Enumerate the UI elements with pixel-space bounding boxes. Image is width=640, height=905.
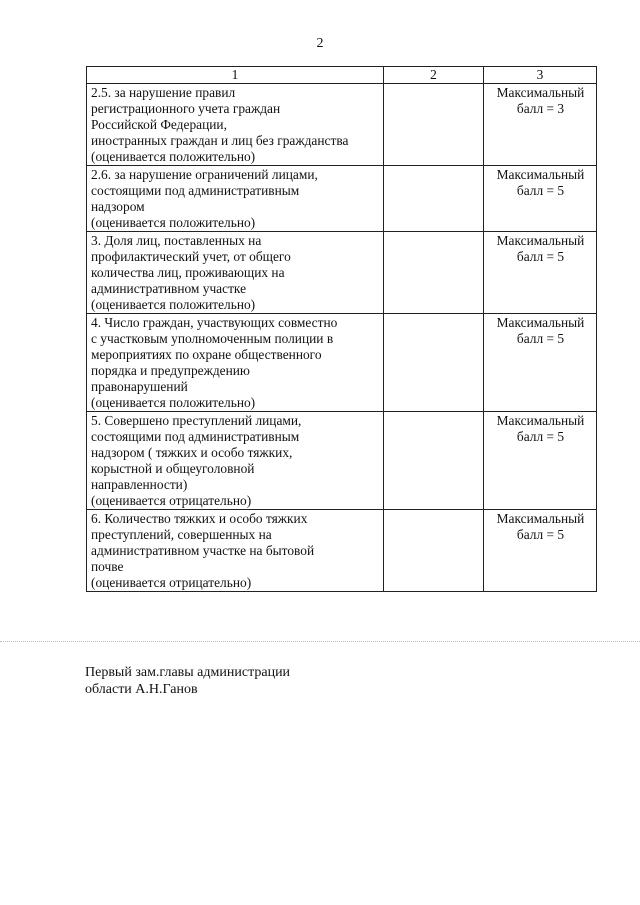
table-row <box>87 314 597 412</box>
table-row <box>87 84 597 166</box>
column-header-1: 1 <box>87 67 384 84</box>
table-row <box>87 510 597 592</box>
criterion-max-score: Максимальный балл = 5 <box>484 510 597 592</box>
criterion-max-score: Максимальный балл = 5 <box>484 314 597 412</box>
criterion-value <box>384 510 484 592</box>
criterion-value <box>384 412 484 510</box>
column-header-3: 3 <box>484 67 597 84</box>
signature-block <box>85 664 290 698</box>
criterion-value <box>384 232 484 314</box>
signature-name: области А.Н.Ганов <box>85 682 198 697</box>
criterion-description: 3. Доля лиц, поставленных на профилактический учет, от общего количества лиц, проживающих на административном участке (оценивается положительно) <box>87 232 384 314</box>
criterion-value <box>384 166 484 232</box>
criterion-max-score: Максимальный балл = 5 <box>484 412 597 510</box>
column-header-2: 2 <box>384 67 484 84</box>
table-row <box>87 412 597 510</box>
scan-artifact-divider <box>0 641 640 642</box>
table-header-row <box>87 67 597 84</box>
table-row <box>87 232 597 314</box>
criterion-max-score: Максимальный балл = 5 <box>484 166 597 232</box>
page-number: 2 <box>316 36 324 51</box>
criterion-max-score: Максимальный балл = 5 <box>484 232 597 314</box>
criterion-description: 2.5. за нарушение правил регистрационного учета граждан Российской Федерации, иностранных граждан и лиц без гражданства (оценивается положительно) <box>87 84 384 166</box>
criterion-description: 6. Количество тяжких и особо тяжких преступлений, совершенных на административном участке на бытовой почве (оценивается отрицательно) <box>87 510 384 592</box>
criterion-description: 2.6. за нарушение ограничений лицами, состоящими под административным надзором (оценивается положительно) <box>87 166 384 232</box>
table-row <box>87 166 597 232</box>
criterion-description: 5. Совершено преступлений лицами, состоящими под административным надзором ( тяжких и особо тяжких, корыстной и общеуголовной направленности) (оценивается отрицательно) <box>87 412 384 510</box>
signature-title: Первый зам.главы администрации <box>85 665 291 680</box>
criterion-description: 4. Число граждан, участвующих совместно с участковым уполномоченным полиции в мероприятиях по охране общественного порядка и предупреждению правонарушений (оценивается положительно) <box>87 314 384 412</box>
criterion-value <box>384 314 484 412</box>
criterion-value <box>384 84 484 166</box>
criterion-max-score: Максимальный балл = 3 <box>484 84 597 166</box>
criteria-table <box>86 66 597 592</box>
